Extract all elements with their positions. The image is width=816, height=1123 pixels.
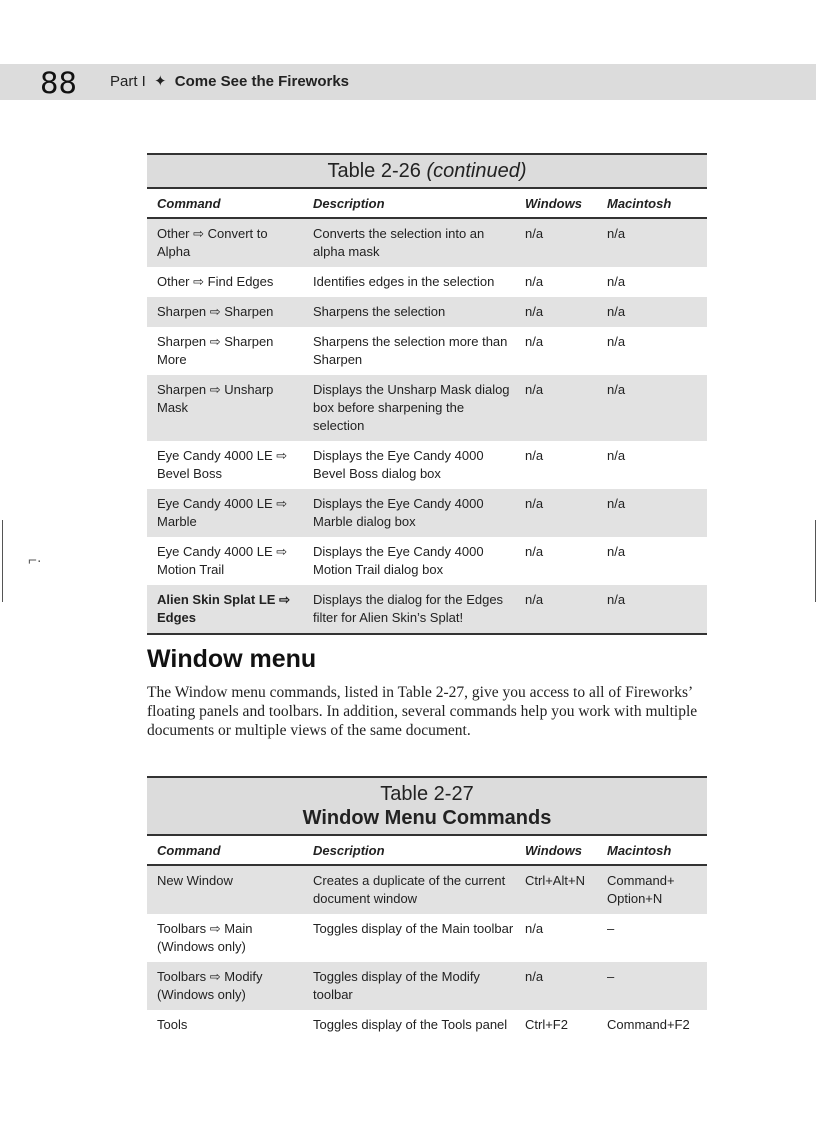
chapter-title: Come See the Fireworks: [174, 73, 350, 90]
cell-windows: n/a: [515, 375, 597, 441]
cell-macintosh: n/a: [597, 297, 707, 327]
cell-command: Sharpen ⇨ Unsharp Mask: [147, 375, 303, 441]
cell-description: Displays the Eye Candy 4000 Motion Trail dialog box: [313, 544, 484, 577]
cell-description: Converts the selection into an alpha mask: [303, 218, 515, 267]
cell-command: Eye Candy 4000 LE ⇨ Motion Trail: [157, 544, 288, 577]
cell-windows: n/a: [515, 218, 597, 267]
cell-command: Alien Skin Splat LE ⇨ Edges: [147, 585, 303, 634]
cell-command: Eye Candy 4000 LE ⇨ Marble: [147, 489, 303, 537]
left-margin-line: [2, 520, 3, 602]
running-head: [110, 72, 349, 90]
table-row: [147, 537, 707, 585]
column-header-command: Command: [147, 835, 303, 865]
table-title-suffix: (continued): [426, 160, 527, 182]
cell-macintosh: n/a: [607, 544, 626, 559]
cell-macintosh: n/a: [597, 375, 707, 441]
table-title: [147, 777, 707, 835]
column-header-description: Description: [303, 835, 515, 865]
table-row: [147, 914, 707, 962]
cell-command: Other ⇨ Find Edges: [157, 274, 274, 289]
cell-windows: n/a: [525, 921, 544, 936]
column-header-macintosh: Macintosh: [597, 835, 707, 865]
cell-command: Toolbars ⇨ Main (Windows only): [157, 921, 253, 954]
table-title: [147, 154, 707, 188]
table-title-text: Table 2-27: [380, 783, 474, 805]
cell-windows: n/a: [525, 448, 544, 463]
cell-macintosh: n/a: [607, 448, 626, 463]
column-header-command: Command: [147, 188, 303, 218]
table-title-text: Table 2-26: [327, 160, 421, 182]
cell-command: Tools: [157, 1017, 188, 1032]
cell-description: Displays the dialog for the Edges filter for Alien Skin’s Splat!: [303, 585, 515, 634]
table-row: [147, 441, 707, 489]
cell-description: Creates a duplicate of the current document window: [303, 865, 515, 914]
cell-macintosh: n/a: [597, 218, 707, 267]
table-row: [147, 267, 707, 297]
separator-icon: ✦: [154, 73, 167, 90]
table-row: [147, 297, 707, 327]
section-heading: Window menu: [147, 645, 317, 673]
table-row: [147, 218, 707, 267]
table-row: [147, 1010, 707, 1040]
table-row: [147, 375, 707, 441]
table-row: [147, 865, 707, 914]
table-row: [147, 489, 707, 537]
table-row: [147, 327, 707, 375]
cell-windows: n/a: [515, 297, 597, 327]
cell-description: Toggles display of the Modify toolbar: [303, 962, 515, 1010]
cell-description: Displays the Eye Candy 4000 Bevel Boss dialog box: [313, 448, 484, 481]
cell-description: Sharpens the selection: [303, 297, 515, 327]
table-2-26: [147, 153, 707, 635]
cell-windows: n/a: [515, 962, 597, 1010]
cell-description: Toggles display of the Main toolbar: [313, 921, 514, 936]
cell-description: Sharpens the selection more than Sharpen: [313, 334, 508, 367]
cell-command: Eye Candy 4000 LE ⇨ Bevel Boss: [157, 448, 288, 481]
cell-command: Toolbars ⇨ Modify (Windows only): [147, 962, 303, 1010]
cell-command: New Window: [147, 865, 303, 914]
table-subtitle: Window Menu Commands: [302, 807, 552, 829]
cell-windows: n/a: [515, 585, 597, 634]
cell-windows: Ctrl+Alt+N: [515, 865, 597, 914]
registration-mark: ⌐·: [28, 552, 42, 569]
column-header-description: Description: [303, 188, 515, 218]
cell-command: Sharpen ⇨ Sharpen More: [157, 334, 274, 367]
cell-macintosh: –: [607, 921, 615, 936]
cell-description: Displays the Eye Candy 4000 Marble dialog box: [303, 489, 515, 537]
cell-macintosh: n/a: [607, 274, 626, 289]
cell-windows: n/a: [525, 274, 544, 289]
cell-windows: n/a: [525, 544, 544, 559]
cell-macintosh: n/a: [607, 334, 626, 349]
column-header-macintosh: Macintosh: [597, 188, 707, 218]
cell-windows: Ctrl+F2: [525, 1017, 568, 1032]
cell-description: Toggles display of the Tools panel: [313, 1017, 508, 1032]
table-row: [147, 585, 707, 634]
cell-macintosh: Command+ Option+N: [597, 865, 707, 914]
cell-description: Identifies edges in the selection: [313, 274, 495, 289]
table-row: [147, 962, 707, 1010]
table-2-27: [147, 776, 707, 1040]
part-label: Part I: [110, 73, 146, 90]
page-number: 88: [40, 66, 77, 100]
section-body: The Window menu commands, listed in Table 2-27, give you access to all of Fireworks’ floating panels and toolbars. In addition, several commands help you work with multiple documents or multiple views of the same document.: [147, 684, 698, 739]
column-header-windows: Windows: [515, 835, 597, 865]
cell-macintosh: Command+F2: [607, 1017, 690, 1032]
cell-macintosh: n/a: [597, 489, 707, 537]
cell-command: Sharpen ⇨ Sharpen: [147, 297, 303, 327]
cell-windows: n/a: [525, 334, 544, 349]
cell-windows: n/a: [515, 489, 597, 537]
column-header-windows: Windows: [515, 188, 597, 218]
cell-macintosh: –: [597, 962, 707, 1010]
cell-command: Other ⇨ Convert to Alpha: [147, 218, 303, 267]
cell-description: Displays the Unsharp Mask dialog box before sharpening the selection: [303, 375, 515, 441]
cell-macintosh: n/a: [597, 585, 707, 634]
